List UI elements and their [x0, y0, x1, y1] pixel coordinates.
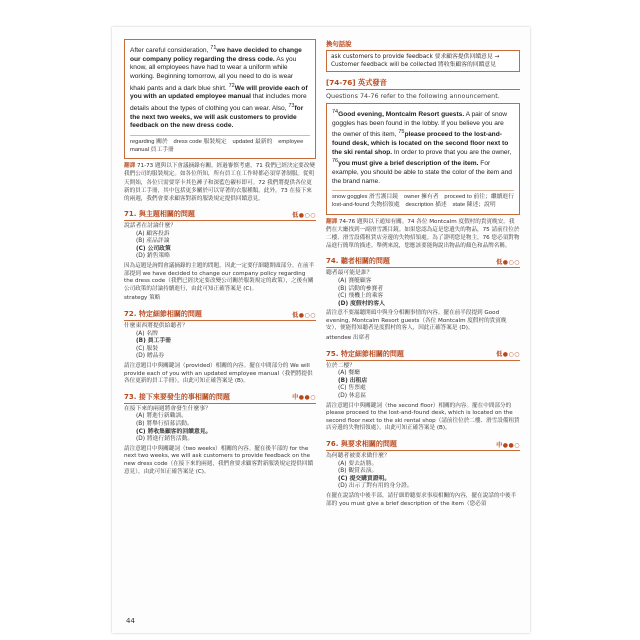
question-74-header: 74. 聽者相關的問題 低●○○ [326, 256, 520, 268]
question-73: 在接下來的兩週將會發生什麼事？ (A) 將進行新職訓。 (B) 將舉行招募活動。 (C) 將收集顧客的回饋意見。 (D) 將進行銷售活動。 [124, 405, 212, 443]
question-73-header: 73. 接下來要發生的事相關的問題 中●●○ [124, 392, 316, 404]
passage-71-73: After careful consideration, $^{71}$we have decided to change our company policy regarding the dress code. As you know, all employees have had to wear a uniform while working. Beginning tomorrow, all you need to do is wear khaki pants and a dark blue shirt. $^{72}$We will provide each of you with an updated employee manual that includes more details about the types of clothing you can wear. Also, $^{73}$for the next two weeks, we will ask customers to provide feedback on the new dress code. regarding 關於 dress code 服裝規定 updated 最新的 employee manual 員工手冊 [124, 39, 316, 159]
textbook-page [112, 27, 530, 633]
explanation-74: 請注意不要漏聽開頭中與身分相關事情的內容。擺在前半段提到 Good evening, Montcalm Resort guests（各位 Montcalm 度假村的貴賓晚安），便能得知聽者是度假村的客人，因此正確答案是 (D)。 [326, 310, 507, 332]
difficulty-badge: 低●○○ [292, 311, 316, 319]
announcement-instruction: Questions 74-76 refer to the following announcement. [326, 92, 500, 100]
explanation-76: 在擺在說話的中後半部，請仔細聆聽要求事項相關的內容，擺在說話的中後半部的 you must give a brief description of the item（您必須 [326, 492, 517, 507]
difficulty-badge: 中●●○ [292, 394, 316, 402]
question-76-header: 76. 與要求相關的問題 中●●○ [326, 439, 520, 451]
question-71-header: 71. 與主題相關的問題 低●○○ [124, 209, 316, 221]
question-72-header: 72. 特定細節相關的問題 低●○○ [124, 309, 316, 321]
vocab-71: strategy 策略 [124, 295, 161, 302]
translation-71-73: 翻譯 71-73 題與以下會議摘錄有關。經過審慎考慮，71 我們已經決定要改變我們公司的服裝規定。如各位所知，所有員工在工作時都必須穿著制服。從明天開始，各位只需要穿卡其色褲子和深藍色襯衫即可。72 我們將提供各位更新的員工手冊，其中包括更多關於可以穿著的衣服種類。此外，73 在接下來的兩週，我們會要求顧客對新的服裝規定提供回饋意見。 [124, 163, 315, 202]
question-71: 說話者在討論什麼？ (A) 顧客投訴 (B) 產品評論 (C) 公司政策 (D) 銷售策略 [124, 223, 177, 260]
difficulty-badge: 低●○○ [496, 351, 520, 359]
difficulty-badge: 低●○○ [292, 211, 316, 219]
question-72: 什麼東西將提供給聽者？ (A) 名牌 (B) 員工手冊 (C) 服裝 (D) 贈品券 [124, 323, 188, 360]
paraphrase-title: 換句話說 [326, 40, 352, 48]
passage-vocab: regarding 關於 dress code 服裝規定 updated 最新的 employee manual 員工手冊 [130, 135, 310, 154]
difficulty-badge: 中●●○ [496, 441, 520, 449]
question-74: 聽者最可能是誰？ (A) 賽艇顧客 (B) 活動的參賽者 (C) 飛機上的乘客 (D) 度假村的客人 [326, 270, 385, 307]
explanation-75: 請注意題目中與關鍵詞（the second floor）相關的內容。擺在中間部分的 please proceed to the lost-and-found desk, which is located on the second floor next to the ski rental shop（請前往位於二樓、滑雪設備租賃店旁邊的失物招領處），由此可知正確答案是 (B)。 [326, 402, 520, 432]
vocab-74: attendee 出席者 [326, 335, 370, 342]
question-75: 位於二樓？ (A) 餐廳 (B) 出租店 (C) 售票處 (D) 休息區 [326, 362, 368, 400]
announcement-header: [74-76] 英式發音 [326, 78, 520, 90]
explanation-73: 請注意題目中與關鍵詞（two weeks）相關的內容。擺在後半部的 for the next two weeks, we will ask customers to provide feedback on the new dress code（在接下來的兩週，我們會要求顧客對新服裝規定提供回饋意見），由此可知正確答案是 (C)。 [124, 445, 314, 475]
question-75-header: 75. 特定細節相關的問題 低●○○ [326, 349, 520, 361]
paraphrase-box: ask customers to provide feedback 要求顧客提供回饋意見 → Customer feedback will be collected 將收集顧客的回饋意見 [326, 50, 520, 72]
left-column [124, 39, 316, 476]
passage-vocab: snow goggles 滑雪護目鏡 owner 擁有者 proceed to 前往；繼續進行 lost-and-found 失物招領處 description 描述 state 陳述；說明 [332, 190, 514, 209]
difficulty-badge: 低●○○ [496, 258, 520, 266]
translation-74-76: 翻譯 74-76 題與以下通知有關。74 各位 Montcalm 度假村的貴賓晚安。我們在大廳找到一副滑雪護目鏡。如果您認為這是您遺失的物品，75 請前往位於二樓、滑雪設備租賃店旁邊的失物招領處。為了證明您是物主，76 您必須對物品進行簡單的描述。舉例來說，您應該要能夠說出物品的顏色和品牌名稱。 [326, 218, 520, 250]
explanation-72: 請注意題目中與關鍵詞（provided）相關的內容。擺在中間部分的 We will provide each of you with an updated employee manual（我們將提供各位更新的員工手冊），由此可知正確答案是 (B)。 [124, 363, 313, 385]
question-76: 為何聽者被要求做什麼？ (A) 要去訪勝。 (B) 觀賞表演。 (C) 提交購買證明。 (D) 出示了對有用的身分證。 [326, 453, 413, 490]
right-column [326, 39, 520, 508]
passage-74-76: $^{74}$Good evening, Montcalm Resort guests. A pair of snow goggles has been found in the lobby. If you believe you are the owner of this item, $^{75}$please proceed to the lost-and-found desk, which is located on the second floor next to the ski rental shop. In order to prove that you are the owner, $^{76}$you must give a brief description of the item. For example, you should be able to state the color of the item and the brand name. snow goggles 滑雪護目鏡 owner 擁有者 proceed to 前往；繼續進行 lost-and-found 失物招領處 description 描述 state 陳述；說明 [326, 103, 520, 215]
explanation-71: 因為這題是詢問會議摘錄的主題的問題，因此一定要仔細聽開頭部分。在前半部提到 we have decided to change our company policy regarding the dress code（我們已經決定要改變公司關於服裝規定的政策），之後有關公司政策的討論持續進行，由此可知正確答案是 (C)。 [124, 263, 315, 292]
page-number: 44 [126, 617, 135, 625]
